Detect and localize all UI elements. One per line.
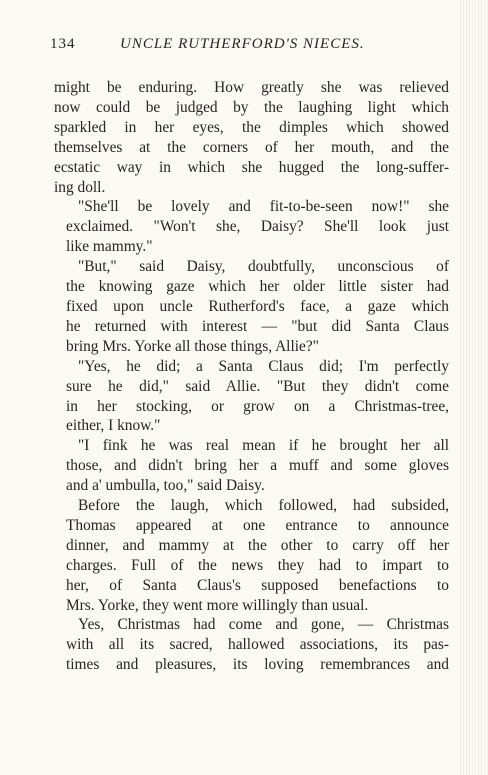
text-line: sure he did," said Allie. "But they didn't come bbox=[66, 377, 449, 395]
page-number: 134 bbox=[50, 36, 76, 52]
text-line: "Yes, he did; a Santa Claus did; I'm perfectly bbox=[78, 357, 449, 375]
text-line: her, of Santa Claus's supposed benefactions to bbox=[66, 576, 449, 594]
text-line: ing doll. bbox=[54, 178, 106, 196]
text-line: the knowing gaze which her older little sister had bbox=[66, 278, 449, 296]
text-line: and a' umbulla, too," said Daisy. bbox=[66, 477, 265, 495]
text-line: "I fink he was real mean if he brought her all bbox=[78, 437, 449, 455]
text-line: bring Mrs. Yorke all those things, Allie?" bbox=[66, 337, 319, 355]
text-line: sparkled in her eyes, the dimples which showed bbox=[54, 118, 449, 136]
text-line: in her stocking, or grow on a Christmas-tree, bbox=[66, 397, 449, 415]
page-edge-shade bbox=[458, 0, 488, 775]
text-line: "She'll be lovely and fit-to-be-seen now!" she bbox=[78, 198, 449, 216]
text-line: Before the laugh, which followed, had subsided, bbox=[78, 497, 449, 515]
text-line: themselves at the corners of her mouth, and the bbox=[54, 138, 449, 156]
paragraph bbox=[54, 615, 449, 675]
text-line: those, and didn't bring her a muff and some gloves bbox=[66, 457, 449, 475]
text-line: Yes, Christmas had come and gone, — Christmas bbox=[78, 616, 449, 634]
text-line: Mrs. Yorke, they went more willingly than usual. bbox=[66, 596, 369, 614]
text-line: ecstatic way in which she hugged the long-suffer- bbox=[54, 158, 449, 176]
paragraph bbox=[54, 78, 449, 197]
text-line: times and pleasures, its loving remembrances and bbox=[66, 656, 449, 674]
text-line: "But," said Daisy, doubtfully, unconscious of bbox=[78, 258, 449, 276]
text-line: he returned with interest — "but did Santa Claus bbox=[66, 317, 449, 335]
paragraph bbox=[54, 257, 449, 357]
text-line: might be enduring. How greatly she was relieved bbox=[54, 79, 449, 96]
running-title: UNCLE RUTHERFORD'S NIECES. bbox=[120, 36, 365, 52]
paragraph bbox=[54, 436, 449, 496]
text-line: charges. Full of the news they had to impart to bbox=[66, 556, 449, 574]
text-line: either, I know." bbox=[66, 417, 161, 435]
text-line: exclaimed. "Won't she, Daisy? She'll look just bbox=[66, 218, 449, 236]
text-line: like mammy." bbox=[66, 238, 153, 256]
text-line: dinner, and mammy at the other to carry off her bbox=[66, 536, 449, 554]
body-text bbox=[54, 78, 449, 675]
running-header bbox=[50, 36, 450, 58]
paragraph bbox=[54, 357, 449, 437]
paragraph bbox=[54, 197, 449, 257]
text-line: now could be judged by the laughing light which bbox=[54, 98, 449, 116]
text-line: fixed upon uncle Rutherford's face, a gaze which bbox=[66, 297, 449, 315]
paragraph bbox=[54, 496, 449, 615]
text-line: with all its sacred, hallowed associations, its pas- bbox=[66, 636, 449, 654]
text-line: Thomas appeared at one entrance to announce bbox=[66, 516, 449, 534]
